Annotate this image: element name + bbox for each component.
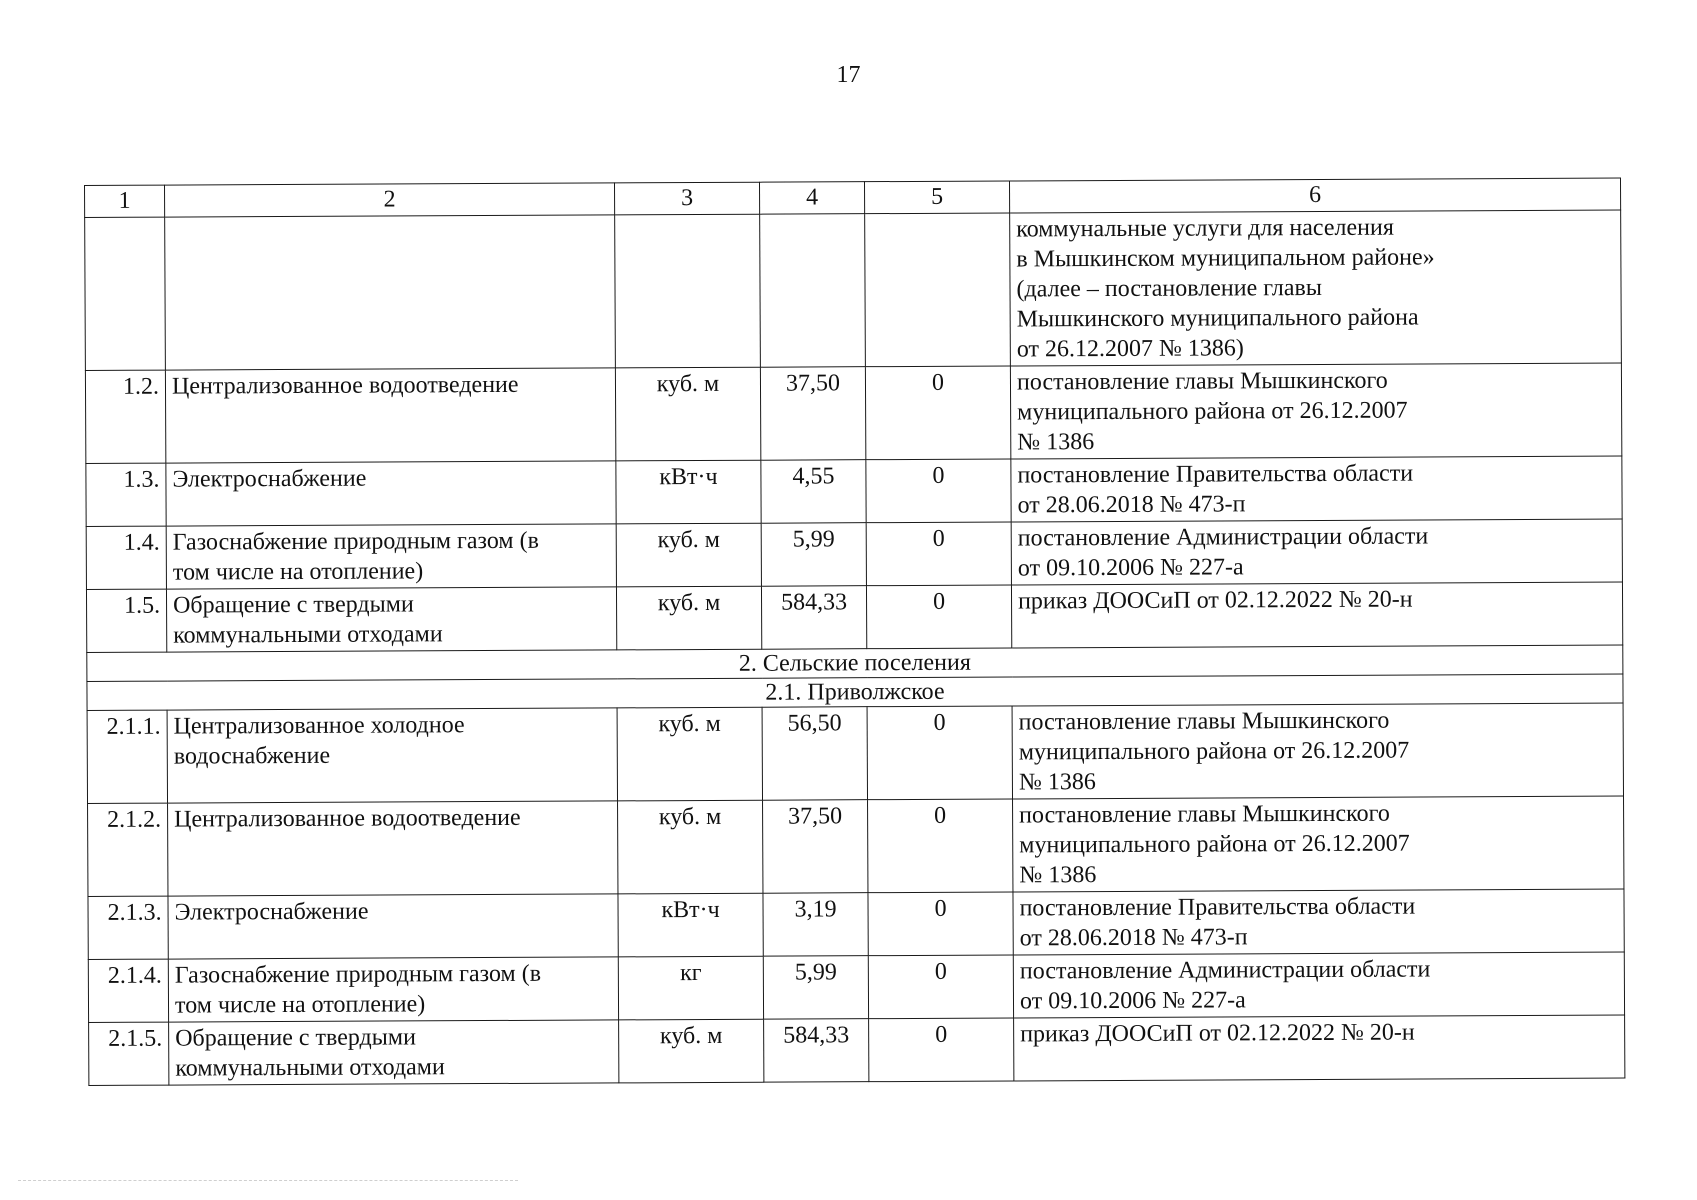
basis-line: приказ ДООСиП от 02.12.2022 № 20-н — [1017, 586, 1413, 615]
name-line: Газоснабжение природным газом (в — [172, 527, 539, 556]
cell-col5: 0 — [866, 522, 1011, 586]
header-cell-1: 1 — [85, 185, 165, 217]
basis-line: постановление Правительства области — [1019, 893, 1416, 922]
cell-unit: кВт·ч — [616, 460, 761, 524]
basis-line: от 09.10.2006 № 227-а — [1017, 554, 1244, 582]
name-line: Электроснабжение — [174, 898, 369, 926]
cell-col5: 0 — [865, 366, 1010, 460]
cell-name — [168, 801, 618, 896]
cell-unit: кВт·ч — [618, 893, 763, 957]
table-row — [87, 703, 1623, 804]
subsection-title: 2.1. Приволжское — [87, 674, 1623, 711]
cell-unit: куб. м — [615, 367, 760, 461]
cell-num: 1.4. — [86, 526, 166, 589]
cell-unit: куб. м — [618, 800, 763, 894]
cell-name — [166, 587, 616, 652]
name-line: Электроснабжение — [172, 465, 367, 493]
document-sheet — [84, 177, 1624, 1085]
cell-value: 37,50 — [763, 800, 868, 894]
table-row — [88, 889, 1624, 960]
cell-basis — [1010, 363, 1621, 459]
name-line: Централизованное холодное — [173, 712, 465, 740]
table-row — [86, 582, 1622, 653]
basis-line: в Мышкинском муниципальном районе» — [1016, 244, 1435, 273]
header-cell-4: 4 — [759, 182, 864, 215]
basis-line: постановление Администрации области — [1017, 523, 1429, 552]
name-line: Газоснабжение природным газом (в — [174, 960, 542, 989]
basis-line: муниципального района от 26.12.2007 — [1019, 830, 1410, 859]
table-row — [88, 796, 1624, 897]
table-row — [88, 952, 1624, 1023]
cell-value: 3,19 — [763, 893, 868, 957]
cell-name — [168, 894, 618, 959]
tariff-table — [84, 177, 1625, 1086]
table-row — [86, 456, 1622, 527]
table-row — [86, 519, 1622, 590]
cell-col5: 0 — [869, 1018, 1014, 1082]
cell-basis — [1011, 456, 1622, 522]
cell-unit: куб. м — [616, 523, 761, 587]
cell-name — [165, 368, 615, 463]
cell-name — [167, 708, 617, 803]
cell-value: 5,99 — [761, 523, 866, 587]
header-cell-2: 2 — [165, 183, 615, 217]
basis-line: постановление Администрации области — [1019, 956, 1431, 985]
name-line: Централизованное водоотведение — [171, 371, 519, 400]
basis-line: от 28.06.2018 № 473-п — [1017, 491, 1246, 519]
cell-value: 56,50 — [762, 707, 867, 801]
basis-line: постановление Правительства области — [1017, 460, 1414, 489]
page-number: 17 — [836, 62, 861, 88]
basis-line: постановление главы Мышкинского — [1016, 367, 1388, 396]
cell-basis — [1013, 796, 1624, 892]
cell-col5: 0 — [866, 459, 1011, 523]
cell-col5: 0 — [867, 706, 1012, 800]
basis-line: приказ ДООСиП от 02.12.2022 № 20-н — [1020, 1019, 1415, 1048]
name-line: Обращение с твердыми — [175, 1024, 416, 1052]
cell-num: 1.3. — [86, 463, 166, 526]
scan-artifact — [18, 1180, 518, 1182]
cell-unit — [615, 214, 761, 368]
basis-line: от 28.06.2018 № 473-п — [1019, 924, 1248, 952]
cell-col5: 0 — [868, 955, 1013, 1019]
cell-value — [760, 214, 866, 368]
cell-num — [85, 217, 166, 370]
cell-name — [166, 524, 616, 589]
cell-basis — [1011, 582, 1622, 648]
basis-line: от 09.10.2006 № 227-а — [1019, 987, 1246, 1015]
cell-unit: куб. м — [617, 707, 762, 801]
cell-basis — [1011, 519, 1622, 585]
cell-col5: 0 — [868, 799, 1013, 893]
cell-value: 584,33 — [761, 586, 866, 650]
cell-num: 2.1.1. — [87, 710, 167, 803]
cell-basis — [1013, 889, 1624, 955]
basis-line: постановление главы Мышкинского — [1018, 707, 1390, 736]
cell-name — [169, 1020, 619, 1085]
table-row — [85, 363, 1621, 464]
cell-value: 37,50 — [760, 367, 865, 461]
name-line: Централизованное водоотведение — [174, 804, 521, 833]
cell-col5: 0 — [866, 585, 1011, 649]
table-row — [89, 1015, 1625, 1086]
basis-line: Мышкинского муниципального района — [1016, 304, 1419, 333]
basis-line: № 1386 — [1019, 862, 1097, 889]
basis-line: от 26.12.2007 № 1386) — [1016, 335, 1244, 363]
header-cell-6: 6 — [1009, 178, 1620, 213]
cell-name — [166, 461, 616, 526]
cell-num: 2.1.2. — [88, 803, 168, 896]
cell-value: 584,33 — [764, 1019, 869, 1083]
cell-name — [165, 215, 616, 370]
name-line: том числе на отопление) — [174, 991, 426, 1019]
cell-basis — [1012, 703, 1623, 799]
cell-col5: 0 — [868, 892, 1013, 956]
table-body — [85, 178, 1625, 1085]
cell-basis — [1010, 210, 1622, 366]
cell-basis — [1014, 1015, 1625, 1081]
continuation-row — [85, 210, 1622, 371]
name-line: водоснабжение — [173, 742, 331, 770]
basis-line: (далее – постановление главы — [1016, 274, 1323, 303]
basis-line: коммунальные услуги для населения — [1016, 214, 1394, 243]
basis-line: муниципального района от 26.12.2007 — [1017, 397, 1408, 426]
header-cell-3: 3 — [614, 182, 759, 215]
cell-col5 — [865, 213, 1011, 367]
cell-num: 2.1.4. — [88, 959, 168, 1022]
cell-value: 5,99 — [763, 956, 868, 1020]
cell-name — [168, 957, 618, 1022]
cell-basis — [1013, 952, 1624, 1018]
cell-num: 1.5. — [86, 589, 166, 652]
cell-num: 2.1.5. — [89, 1022, 169, 1085]
basis-line: постановление главы Мышкинского — [1019, 800, 1390, 829]
name-line: коммунальными отходами — [173, 621, 443, 649]
cell-num: 2.1.3. — [88, 896, 168, 959]
cell-unit: кг — [618, 956, 763, 1020]
cell-unit: куб. м — [616, 586, 761, 650]
name-line: Обращение с твердыми — [172, 591, 414, 619]
basis-line: муниципального района от 26.12.2007 — [1018, 737, 1410, 766]
header-cell-5: 5 — [864, 181, 1009, 214]
section-title: 2. Сельские поселения — [87, 645, 1623, 682]
cell-value: 4,55 — [761, 460, 866, 524]
basis-line: № 1386 — [1017, 429, 1095, 456]
cell-unit: куб. м — [619, 1019, 764, 1083]
cell-num: 1.2. — [85, 370, 165, 463]
basis-line: № 1386 — [1018, 769, 1096, 796]
name-line: том числе на отопление) — [172, 558, 424, 586]
name-line: коммунальными отходами — [175, 1054, 445, 1082]
